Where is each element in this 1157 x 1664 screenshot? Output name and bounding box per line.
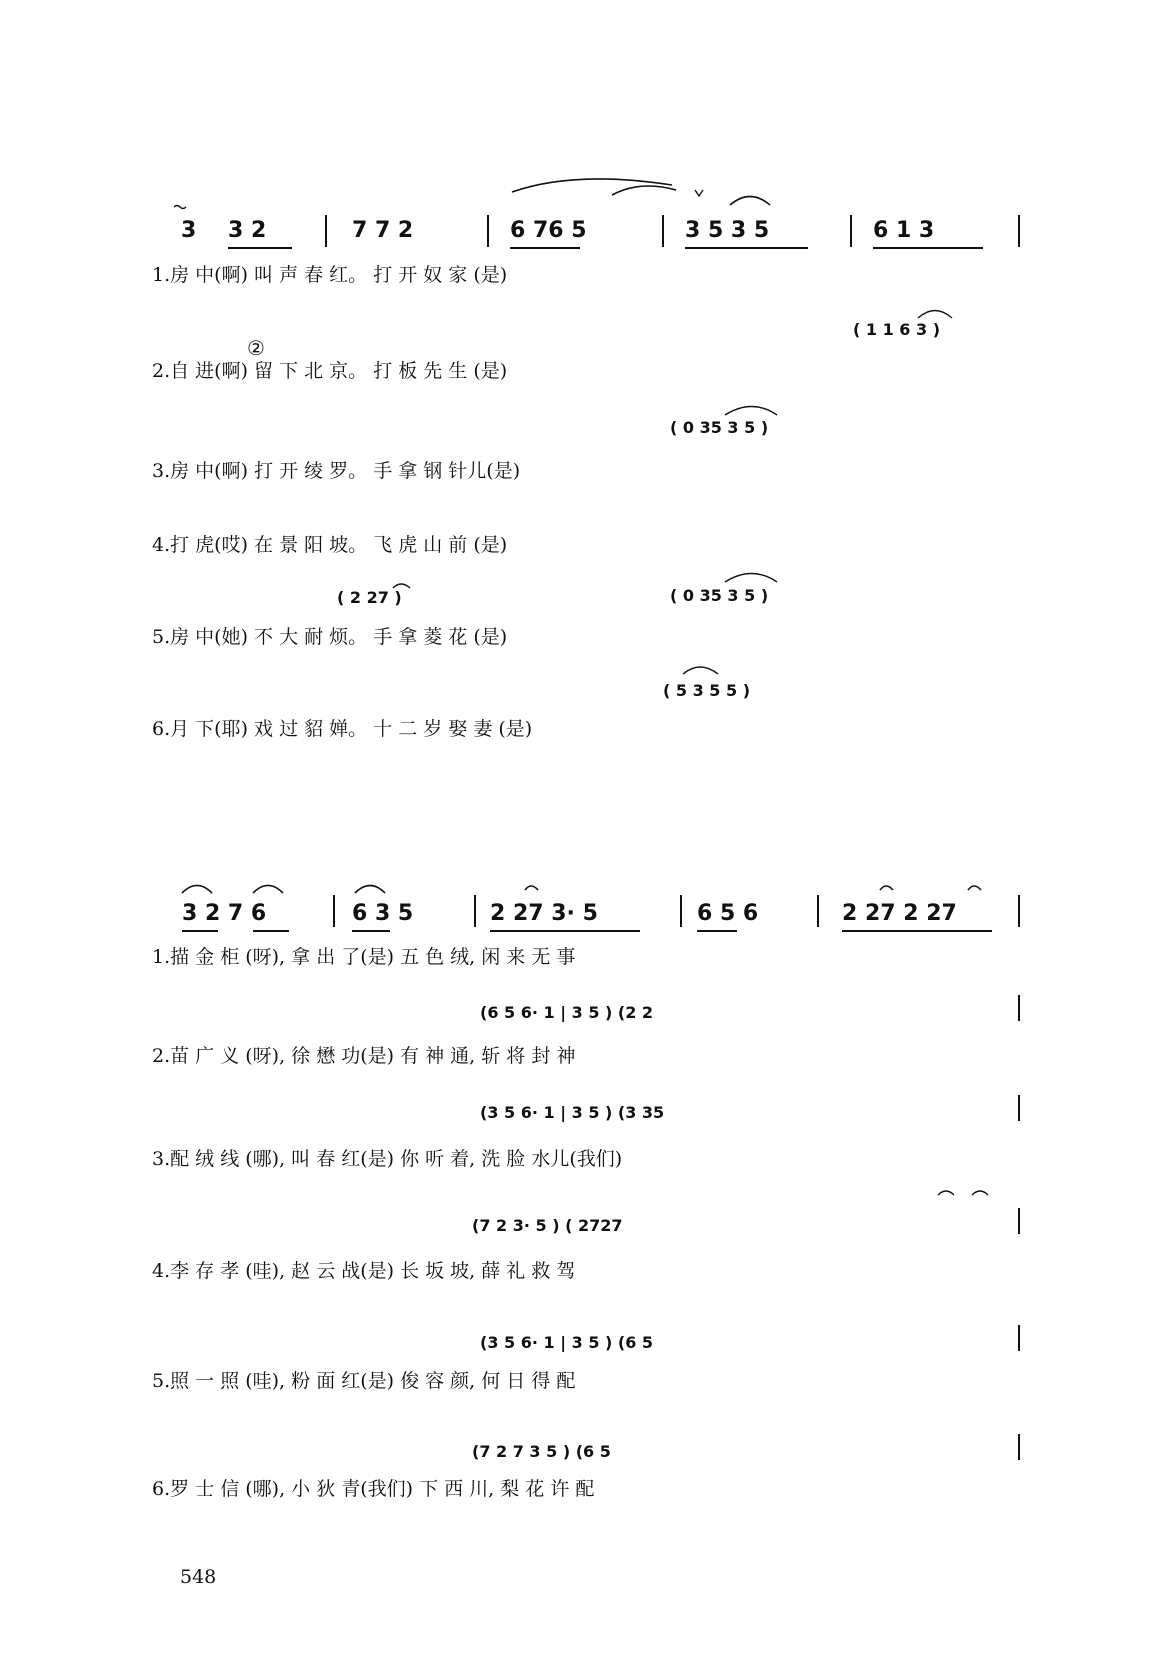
underline — [842, 930, 992, 932]
insert-2: ( 0 35 3 5 ) — [670, 418, 769, 437]
verse-5-line-1: 5.房 中(她) 不 大 耐 烦。 手 拿 菱 花 (是) — [152, 626, 508, 648]
verse-3-line-2: 3.配 绒 线 (哪), 叫 春 红(是) 你 听 着, 洗 脸 水儿(我们) — [152, 1148, 623, 1170]
verse-1-line-2: 1.描 金 柜 (呀), 拿 出 了(是) 五 色 绒, 闲 来 无 事 — [152, 946, 576, 968]
note-group-4: 6 76 5 — [510, 218, 587, 243]
verse-2-line-1: 2.自 进(啊) 留 下 北 京。 打 板 先 生 (是) — [152, 360, 508, 382]
insert-4: ( 0 35 3 5 ) — [670, 586, 769, 605]
note-group-2: 3 2 — [228, 218, 267, 243]
underline — [352, 930, 390, 932]
barline — [1018, 995, 1020, 1021]
underline — [182, 930, 218, 932]
underline — [490, 930, 640, 932]
insert-6: (6 5 6· 1 | 3 5 ) (2 2 — [480, 1003, 654, 1022]
note-group-5: 2 27 2 27 — [842, 901, 957, 926]
barline — [1018, 1095, 1020, 1121]
note-group-2: 6 3 5 — [352, 901, 414, 926]
footnote-mark: ② — [247, 336, 265, 360]
note-group-5: 3 5 3 5 — [685, 218, 770, 243]
barline — [1018, 895, 1020, 927]
barline — [474, 895, 476, 927]
underline — [697, 930, 737, 932]
note-group-4: 6 5 6 — [697, 901, 759, 926]
verse-4-line-1: 4.打 虎(哎) 在 景 阳 坡。 飞 虎 山 前 (是) — [152, 534, 508, 556]
insert-9: (3 5 6· 1 | 3 5 ) (6 5 — [480, 1333, 654, 1352]
verse-6-line-2: 6.罗 士 信 (哪), 小 狄 青(我们) 下 西 川, 梨 花 许 配 — [152, 1478, 595, 1500]
insert-1: ( 1 1 6 3 ) — [853, 320, 941, 339]
insert-10: (7 2 7 3 5 ) (6 5 — [472, 1442, 611, 1461]
insert-8: (7 2 3· 5 ) ( 2727 — [472, 1216, 623, 1235]
barline — [1018, 1434, 1020, 1460]
verse-2-line-2: 2.苗 广 义 (呀), 徐 懋 功(是) 有 神 通, 斩 将 封 神 — [152, 1045, 576, 1067]
verse-3-line-1: 3.房 中(啊) 打 开 绫 罗。 手 拿 钢 针儿(是) — [152, 460, 521, 482]
verse-5-line-2: 5.照 一 照 (哇), 粉 面 红(是) 俊 容 颜, 何 日 得 配 — [152, 1370, 576, 1392]
note-group-1: 3 — [181, 218, 197, 243]
insert-7: (3 5 6· 1 | 3 5 ) (3 35 — [480, 1103, 665, 1122]
insert-3: ( 2 27 ) — [337, 588, 402, 607]
underline — [253, 930, 289, 932]
page-number: 548 — [180, 1566, 217, 1588]
barline — [333, 895, 335, 927]
note-group-3: 7 7 2 — [352, 218, 414, 243]
verse-4-line-2: 4.李 存 孝 (哇), 赵 云 战(是) 长 坂 坡, 薛 礼 救 驾 — [152, 1260, 576, 1282]
barline — [680, 895, 682, 927]
note-group-6: 6 1 3 — [873, 218, 935, 243]
note-group-1: 3 2 7 6 — [182, 901, 267, 926]
barline — [1018, 1208, 1020, 1234]
barline — [1018, 1325, 1020, 1351]
insert-5: ( 5 3 5 5 ) — [663, 681, 751, 700]
verse-6-line-1: 6.月 下(耶) 戏 过 貂 婵。 十 二 岁 娶 妻 (是) — [152, 718, 533, 740]
barline — [817, 895, 819, 927]
note-group-3: 2 27 3· 5 — [490, 901, 598, 926]
verse-1-line-1: 1.房 中(啊) 叫 声 春 红。 打 开 奴 家 (是) — [152, 264, 508, 286]
